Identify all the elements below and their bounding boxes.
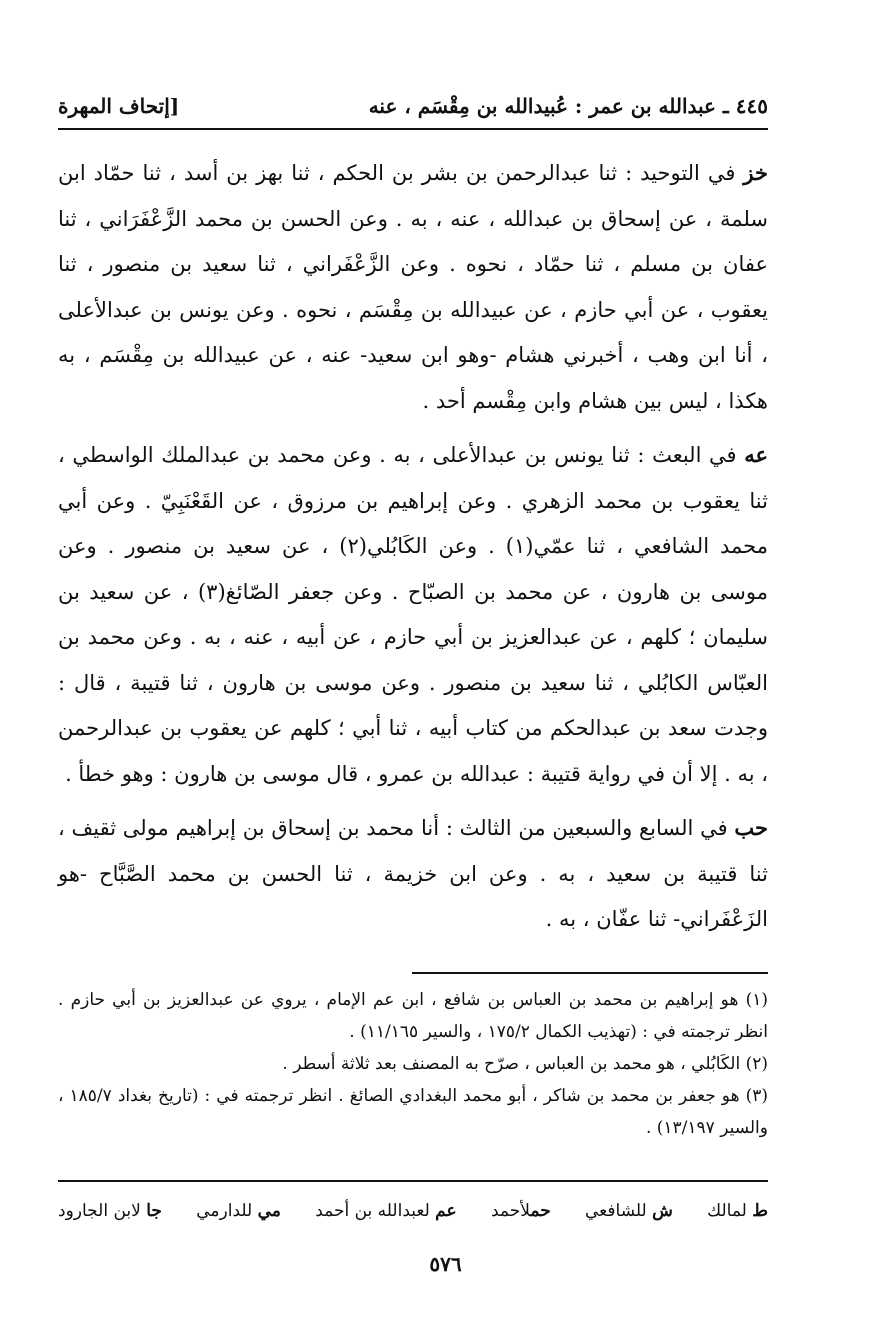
siglum-name: لعبدالله بن أحمد [315,1201,430,1221]
siglum-item [315,1201,456,1221]
sigla-legend [58,1194,768,1228]
page-number: ٥٧٦ [429,1252,462,1276]
siglum-abbr: مي [257,1201,281,1221]
siglum-item [707,1201,768,1221]
siglum-name: لأحمد [490,1201,531,1221]
siglum-item [491,1201,551,1221]
paragraph-text: في السابع والسبعين من الثالث : أنا محمد بن إسحاق بن إبراهيم مولى ثقيف ، ثنا قتيبة بن سعيد ، به . وعن ابن خزيمة ، ثنا الحسن بن محمد الصَّبَّاح -هو الزَعْفَراني- ثنا عفّان ، به . [58,816,768,931]
siglum-name: لابن الجارود [58,1201,141,1221]
header-rule [58,128,768,130]
source-code: خز [743,160,768,185]
sigla-rule [58,1180,768,1182]
siglum-item [196,1201,281,1221]
siglum-abbr: ط [752,1201,768,1221]
footnote: (١) هو إبراهيم بن محمد بن العباس بن شافع ، ابن عم الإمام ، يروي عن عبدالعزيز بن أبي حازم . انظر ترجمته في : (تهذيب الكمال ١٧٥/٢ ، والسير ١١/١٦٥) . [58,990,768,1042]
paragraph [58,150,768,424]
siglum-item [58,1201,162,1221]
paragraph-text: في التوحيد : ثنا عبدالرحمن بن بشر بن الحكم ، ثنا بهز بن أسد ، ثنا حمّاد ابن سلمة ، عن إسحاق بن عبدالله ، عنه ، به . وعن الحسن بن محمد الزَّعْفَرَاني ، ثنا عفان بن مسلم ، ثنا حمّاد ، نحوه . وعن الزَّعْفَراني ، ثنا سعيد بن منصور ، ثنا يعقوب ، عن أبي حازم ، عن عبيدالله بن مِقْسَم ، نحوه . وعن يونس بن عبدالأعلى ، أنا ابن وهب ، أخبرني هشام -وهو ابن سعيد- عنه ، عن عبيدالله بن مِقْسَم ، به هكذا ، ليس بين هشام وابن مِقْسم أحد . [58,161,768,413]
footnote: (٢) الكَابُلي ، هو محمد بن العباس ، صرّح به المصنف بعد ثلاثة أسطر . [282,1054,768,1074]
source-code: عه [744,442,768,467]
paragraph [58,432,768,797]
source-code: حب [734,815,768,840]
siglum-abbr: حم [530,1201,551,1221]
siglum-name: للدارمي [196,1201,253,1221]
footnote: (٣) هو جعفر بن محمد بن شاكر ، أبو محمد البغدادي الصائغ . انظر ترجمته في : (تاريخ بغداد ١٨٥/٧ ، والسير ١٣/١٩٧) . [58,1086,768,1138]
siglum-abbr: جا [146,1201,162,1221]
siglum-abbr: عم [435,1201,457,1221]
header-chapter-title: ٤٤٥ ـ عبدالله بن عمر : عُبيدالله بن مِقْسَم ، عنه [368,94,768,118]
running-header [58,88,768,124]
header-book-title: [إتحاف المهرة [58,94,180,118]
siglum-item [585,1201,673,1221]
main-text [58,150,768,943]
siglum-name: للشافعي [585,1201,647,1221]
siglum-abbr: ش [652,1201,673,1221]
footnote-rule [412,972,768,974]
footnotes [58,984,768,1144]
siglum-name: لمالك [707,1201,747,1221]
paragraph [58,805,768,943]
paragraph-text: في البعث : ثنا يونس بن عبدالأعلى ، به . وعن محمد بن عبدالملك الواسطي ، ثنا يعقوب بن محمد الزهري . وعن إبراهيم بن مرزوق ، عن القَعْنَبِيّ . وعن أبي محمد الشافعي ، ثنا عمّي(١) . وعن الكَابُلي(٢) ، عن سعيد بن منصور . وعن موسى بن هارون ، عن محمد بن الصبّاح . وعن جعفر الصّائغ(٣) ، عن سعيد بن سليمان ؛ كلهم ، عن عبدالعزيز بن أبي حازم ، عن أبيه ، عنه ، به . وعن محمد بن العبّاس الكابُلي ، ثنا سعيد بن منصور . وعن موسى بن هارون ، ثنا قتيبة ، قال : وجدت سعد بن عبدالحكم من كتاب أبيه ، ثنا أبي ؛ كلهم عن يعقوب بن عبدالرحمن ، به . إلا أن في رواية قتيبة : عبدالله بن عمرو ، قال موسى بن هارون : وهو خطأ . [58,443,768,786]
